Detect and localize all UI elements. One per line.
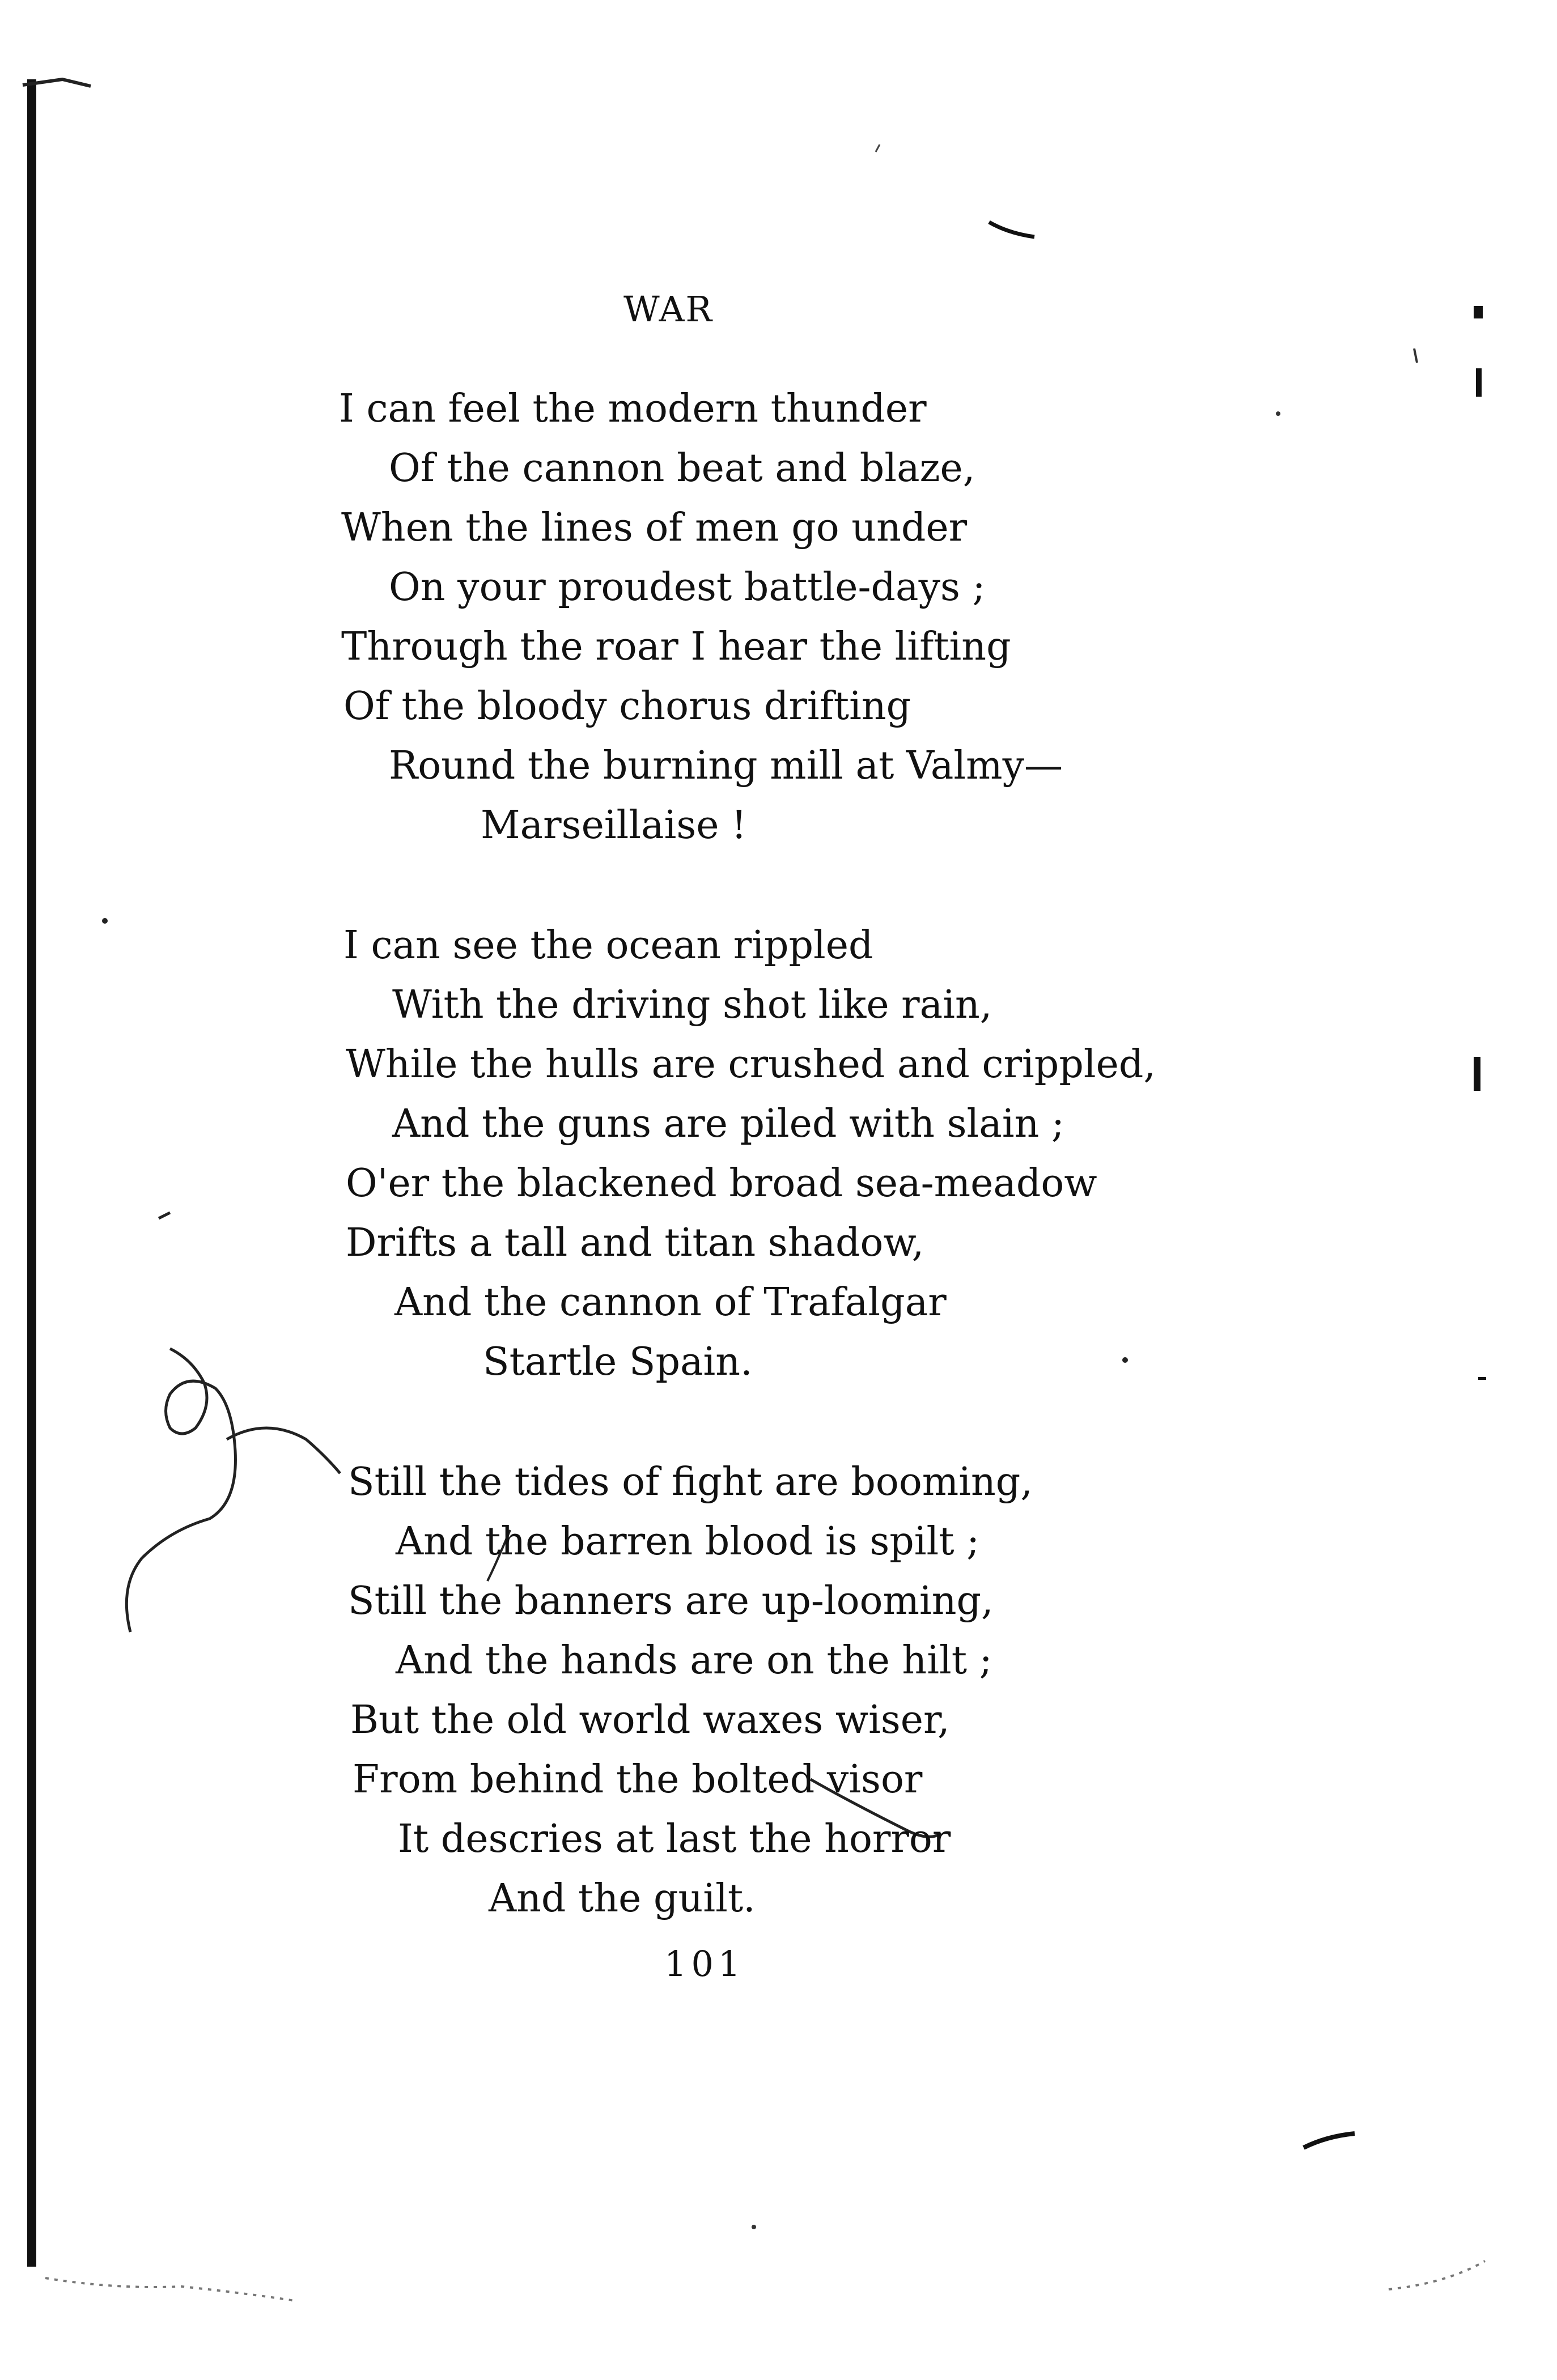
poem-line: Still the banners are up-looming,	[348, 1579, 994, 1624]
poem-line: And the guns are piled with slain ;	[392, 1102, 1064, 1146]
poem-title: WAR	[623, 288, 714, 330]
poem-line: Round the burning mill at Valmy—	[389, 743, 1063, 788]
poem-line: But the old world waxes wiser,	[350, 1698, 950, 1742]
poem-line: On your proudest battle-days ;	[389, 565, 986, 610]
poem-line: From behind the bolted visor	[353, 1757, 923, 1802]
poem-line: Of the cannon beat and blaze,	[389, 446, 975, 491]
poem-line: When the lines of men go under	[341, 505, 968, 550]
poem-line: Startle Spain.	[483, 1340, 753, 1384]
poem-line: O'er the blackened broad sea-meadow	[346, 1161, 1097, 1206]
poem-line: With the driving shot like rain,	[392, 983, 992, 1027]
poem-line: Of the bloody chorus drifting	[343, 684, 911, 729]
poem-line: And the hands are on the hilt ;	[396, 1638, 992, 1683]
poem-line: I can feel the modern thunder	[339, 386, 927, 431]
poem-line: And the cannon of Trafalgar	[394, 1280, 947, 1325]
poem-line: Through the roar I hear the lifting	[341, 624, 1011, 669]
poem-line: And the guilt.	[489, 1876, 756, 1921]
poem-line: Marseillaise !	[481, 803, 747, 848]
poem-line: I can see the ocean rippled	[343, 923, 873, 968]
poem-line: Still the tides of fight are booming,	[348, 1460, 1033, 1504]
poem-line: It descries at last the horror	[398, 1817, 951, 1862]
page-number: 101	[664, 1943, 745, 1984]
poem-line: And the barren blood is spilt ;	[396, 1519, 980, 1564]
poem-line: Drifts a tall and titan shadow,	[346, 1221, 924, 1265]
poem-line: While the hulls are crushed and crippled,	[346, 1042, 1156, 1087]
